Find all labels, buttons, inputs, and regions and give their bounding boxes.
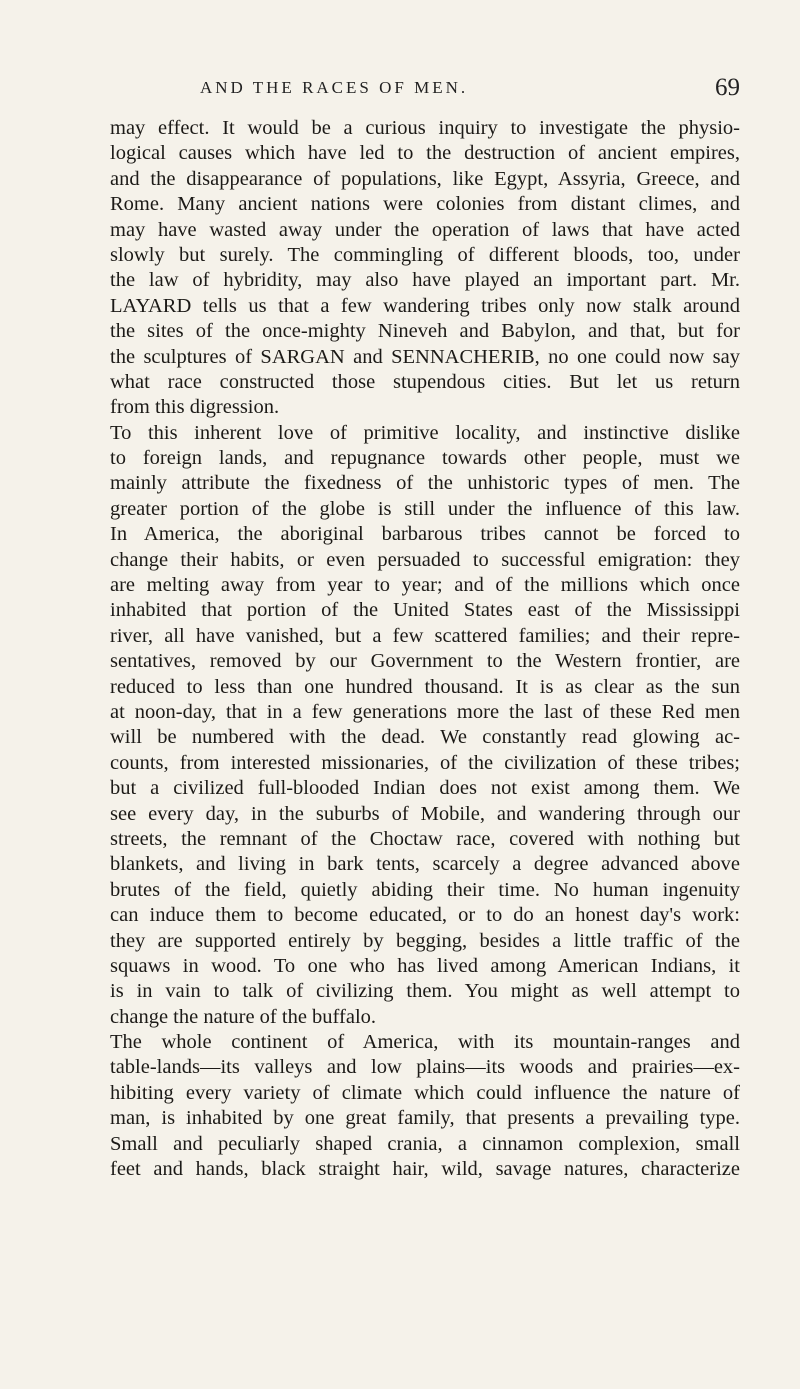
text-line: brutes of the field, quietly abiding their time. No human ingenuity <box>110 878 740 901</box>
text-line: are melting away from year to year; and of the millions which once <box>110 574 740 597</box>
text-line: counts, from interested missionaries, of the civilization of these tribes; <box>110 751 740 774</box>
text-line: will be numbered with the dead. We constantly read glowing ac- <box>110 726 740 749</box>
text-line: mainly attribute the fixedness of the unhistoric types of men. The <box>110 472 740 495</box>
text-line: see every day, in the suburbs of Mobile, and wandering through our <box>110 802 740 825</box>
text-line: man, is inhabited by one great family, that presents a prevailing type. <box>110 1107 740 1130</box>
text-line: logical causes which have led to the destruction of ancient empires, <box>110 142 740 165</box>
text-line: table-lands—its valleys and low plains—its woods and prairies—ex- <box>110 1056 740 1079</box>
text-line: at noon-day, that in a few generations more the last of these Red men <box>110 700 740 723</box>
text-line: may have wasted away under the operation of laws that have acted <box>110 218 740 241</box>
text-line: the law of hybridity, may also have played an important part. Mr. <box>110 269 740 292</box>
text-line: they are supported entirely by begging, besides a little traffic of the <box>110 929 740 952</box>
text-line: streets, the remnant of the Choctaw race, covered with nothing but <box>110 827 740 850</box>
text-line: The whole continent of America, with its mountain-ranges and <box>110 1031 740 1054</box>
text-line: what race constructed those stupendous cities. But let us return <box>110 370 740 393</box>
text-line: change the nature of the buffalo. <box>110 1005 377 1028</box>
text-line: slowly but surely. The commingling of different bloods, too, under <box>110 243 740 266</box>
text-line: but a civilized full-blooded Indian does not exist among them. We <box>110 777 740 800</box>
text-line: greater portion of the globe is still under the influence of this law. <box>110 497 740 520</box>
text-line: In America, the aboriginal barbarous tribes cannot be forced to <box>110 523 740 546</box>
text-line: To this inherent love of primitive locality, and instinctive dislike <box>110 421 740 444</box>
page-number: 69 <box>715 74 740 101</box>
text-line: the sites of the once-mighty Nineveh and Babylon, and that, but for <box>110 320 740 343</box>
text-line: and the disappearance of populations, like Egypt, Assyria, Greece, and <box>110 167 740 190</box>
text-line: from this digression. <box>110 396 280 419</box>
text-line: inhabited that portion of the United States east of the Mississippi <box>110 599 740 622</box>
text-line: reduced to less than one hundred thousand. It is as clear as the sun <box>110 675 740 698</box>
text-line: LAYARD tells us that a few wandering tribes only now stalk around <box>110 294 740 317</box>
text-line: squaws in wood. To one who has lived among American Indians, it <box>110 954 740 977</box>
text-line: sentatives, removed by our Government to the Western frontier, are <box>110 650 740 673</box>
text-line: can induce them to become educated, or to do an honest day's work: <box>110 904 740 927</box>
body-text <box>110 116 740 1182</box>
text-line: the sculptures of SARGAN and SENNACHERIB, no one could now say <box>110 345 740 368</box>
text-line: may effect. It would be a curious inquiry to investigate the physio- <box>110 117 740 139</box>
text-line: river, all have vanished, but a few scattered families; and their repre- <box>110 624 740 647</box>
text-line: hibiting every variety of climate which could influence the nature of <box>110 1081 740 1104</box>
text-line: is in vain to talk of civilizing them. You might as well attempt to <box>110 980 740 1003</box>
text-line: change their habits, or even persuaded to successful emigration: they <box>110 548 740 571</box>
text-line: Rome. Many ancient nations were colonies from distant climes, and <box>110 193 740 216</box>
text-line: to foreign lands, and repugnance towards other people, must we <box>110 447 740 470</box>
text-line: blankets, and living in bark tents, scarcely a degree advanced above <box>110 853 740 876</box>
text-line: Small and peculiarly shaped crania, a cinnamon complexion, small <box>110 1132 740 1155</box>
running-head <box>110 74 740 106</box>
running-title: AND THE RACES OF MEN. <box>200 78 469 97</box>
text-line: feet and hands, black straight hair, wild, savage natures, characterize <box>110 1158 740 1181</box>
